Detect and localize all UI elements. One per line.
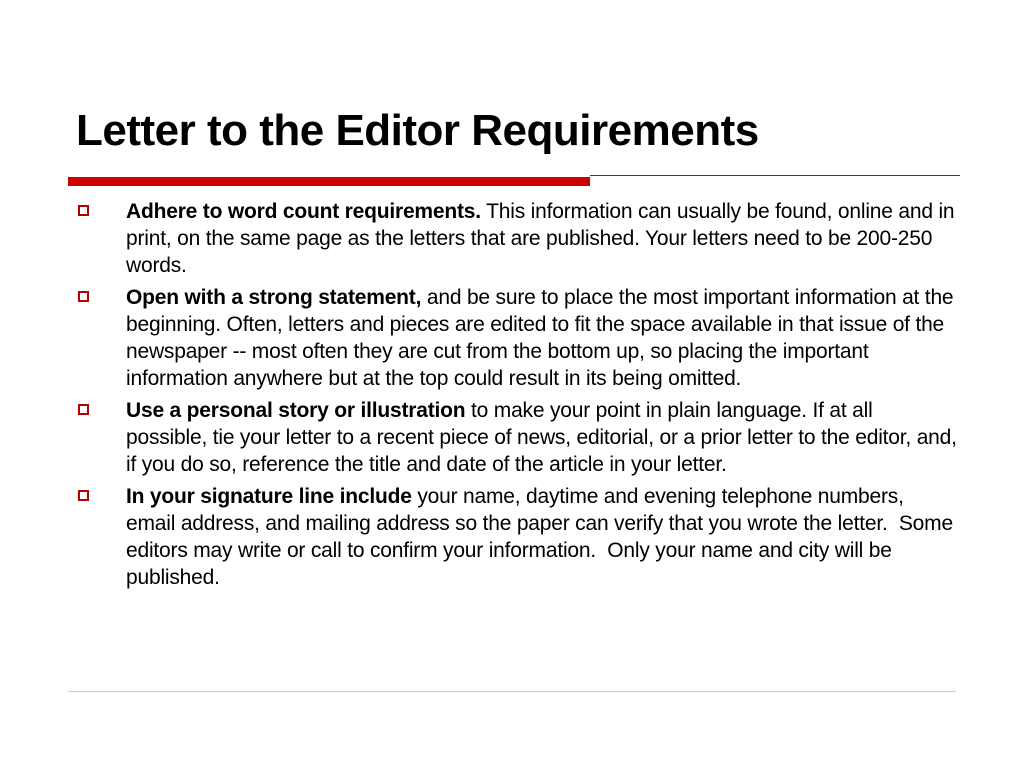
footer-divider [68, 691, 956, 692]
bullet-item-strong-statement [78, 284, 958, 392]
title-underline-thin [590, 175, 960, 176]
bullet-item-word-count [78, 198, 961, 279]
bullet-text: and be sure to place the most important information at the beginning. Often, letters and pieces are edited to fit the space available in that issue of the newspaper -- most often they are cut from the bottom up, so placing the important information anywhere but at the top could result in its being omitted. [126, 286, 960, 390]
bullet-lead: Use a personal story or illustration [126, 399, 466, 422]
bullet-lead: In your signature line include [126, 485, 412, 508]
title-underline-thick [68, 177, 590, 186]
bullet-item-signature-line [78, 483, 958, 591]
bullet-item-personal-story [78, 397, 963, 478]
bullet-lead: Adhere to word count requirements. [126, 200, 481, 223]
bullet-lead: Open with a strong statement, [126, 286, 422, 309]
square-bullet-icon [78, 205, 89, 216]
bullet-text: your name, daytime and evening telephone numbers, email address, and mailing address so the paper can verify that you wrote the letter. Some editors may write or call to confirm your information. Only your name and city will be published. [126, 485, 959, 589]
bullet-list [78, 198, 963, 596]
square-bullet-icon [78, 404, 89, 415]
bullet-text: to make your point in plain language. If at all possible, tie your letter to a recent piece of news, editorial, or a prior letter to the editor, and, if you do so, reference the title and date of the article in your letter. [126, 399, 963, 476]
bullet-text: This information can usually be found, online and in print, on the same page as the letters that are published. Your letters need to be 200-250 words. [126, 200, 961, 277]
square-bullet-icon [78, 490, 89, 501]
square-bullet-icon [78, 291, 89, 302]
slide-title: Letter to the Editor Requirements [76, 106, 759, 155]
